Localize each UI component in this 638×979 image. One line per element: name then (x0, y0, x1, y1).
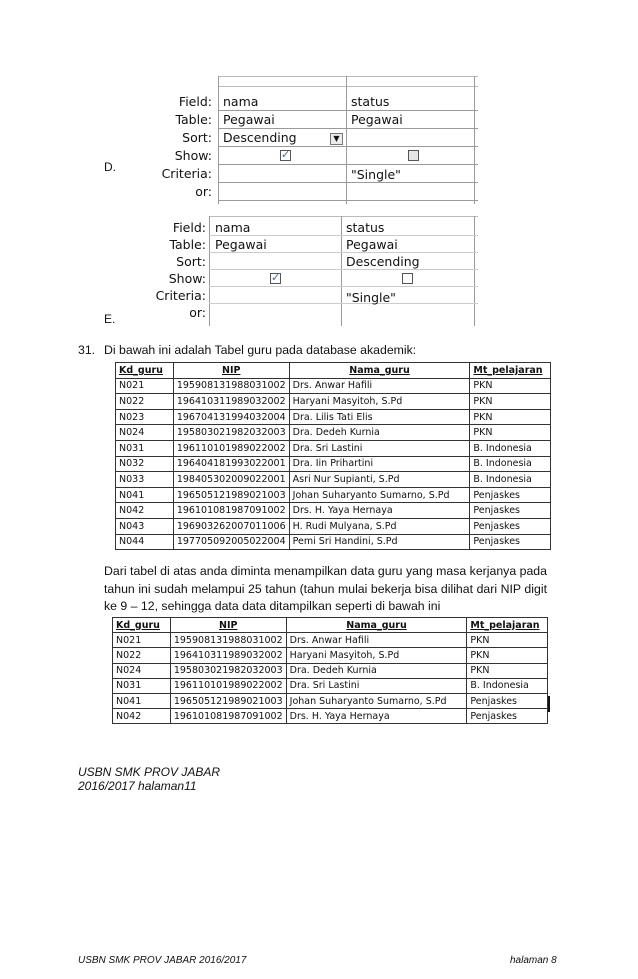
cell-kd-guru: N023 (116, 409, 174, 425)
col-header-kd-guru: Kd_guru (116, 363, 174, 379)
cell-nama-guru: Asri Nur Supianti, S.Pd (289, 472, 470, 488)
cell-nip: 196704131994032004 (173, 409, 289, 425)
label-sort: Sort: (182, 130, 212, 145)
cell-kd-guru: N021 (116, 378, 174, 394)
cell-nip: 196410311989032002 (170, 648, 286, 663)
label-criteria: Criteria: (161, 166, 212, 181)
d-col2-criteria[interactable]: "Single" (351, 167, 401, 182)
e-col1-show-checkbox[interactable] (270, 273, 281, 284)
cell-nip: 196505121989021003 (170, 693, 286, 708)
cell-mt-pelajaran: PKN (470, 409, 551, 425)
col-header-mt-pelajaran: Mt_pelajaran (467, 618, 548, 633)
cell-nip: 196903262007011006 (173, 518, 289, 534)
e-col1-table[interactable]: Pegawai (215, 237, 267, 252)
cell-nip: 195803021982032003 (173, 425, 289, 441)
cell-nama-guru: Johan Suharyanto Sumarno, S.Pd (289, 487, 470, 503)
table-row (116, 456, 551, 472)
cell-nama-guru: Drs. Anwar Hafili (289, 378, 470, 394)
cell-mt-pelajaran: PKN (470, 425, 551, 441)
cell-mt-pelajaran: B. Indonesia (470, 440, 551, 456)
col-header-nip: NIP (173, 363, 289, 379)
cell-nip: 196101081987091002 (170, 709, 286, 724)
table-row (116, 409, 551, 425)
cell-kd-guru: N043 (116, 518, 174, 534)
cell-kd-guru: N044 (116, 534, 174, 550)
cell-kd-guru: N041 (113, 693, 171, 708)
label-sort: Sort: (176, 254, 206, 269)
cell-kd-guru: N024 (116, 425, 174, 441)
query-grid-e (134, 216, 478, 326)
table-row (116, 440, 551, 456)
cell-nip: 196505121989021003 (173, 487, 289, 503)
cell-kd-guru: N024 (113, 663, 171, 678)
cell-mt-pelajaran: PKN (470, 378, 551, 394)
e-col2-show-checkbox[interactable] (402, 273, 413, 284)
label-criteria: Criteria: (155, 288, 206, 303)
cell-kd-guru: N033 (116, 472, 174, 488)
cell-kd-guru: N032 (116, 456, 174, 472)
table-row (113, 633, 548, 648)
label-field: Field: (172, 220, 206, 235)
col-header-kd-guru: Kd_guru (113, 618, 171, 633)
inner-footer-line2: 2016/2017 halaman11 (78, 779, 197, 793)
cell-mt-pelajaran: Penjaskes (467, 693, 548, 708)
d-col2-table[interactable]: Pegawai (351, 112, 403, 127)
cell-kd-guru: N042 (116, 503, 174, 519)
page-footer-right: halaman 8 (510, 955, 557, 966)
table-header-row (116, 363, 551, 379)
d-col2-field[interactable]: status (351, 94, 390, 109)
cell-mt-pelajaran: PKN (470, 394, 551, 410)
label-or: or: (195, 184, 212, 199)
d-col2-show-checkbox[interactable] (408, 150, 419, 161)
cell-nip: 198405302009022001 (173, 472, 289, 488)
table-row (113, 709, 548, 724)
col-header-mt-pelajaran: Mt_pelajaran (470, 363, 551, 379)
cell-mt-pelajaran: Penjaskes (467, 709, 548, 724)
cell-nip: 196110101989022002 (173, 440, 289, 456)
cell-nama-guru: Dra. Sri Lastini (289, 440, 470, 456)
query-grid-d (134, 76, 478, 204)
d-col1-sort[interactable]: Descending (223, 130, 297, 145)
cell-nama-guru: Haryani Masyitoh, S.Pd (289, 394, 470, 410)
d-col1-show-checkbox[interactable] (280, 150, 291, 161)
cell-nama-guru: Dra. Sri Lastini (286, 678, 467, 693)
cell-kd-guru: N041 (116, 487, 174, 503)
page-footer-left: USBN SMK PROV JABAR 2016/2017 (78, 955, 247, 966)
e-col1-field[interactable]: nama (215, 220, 251, 235)
cell-mt-pelajaran: Penjaskes (470, 487, 551, 503)
cell-nama-guru: Dra. Iin Prihartini (289, 456, 470, 472)
cell-nip: 196404181993022001 (173, 456, 289, 472)
label-show: Show: (168, 271, 206, 286)
cell-nama-guru: H. Rudi Mulyana, S.Pd (289, 518, 470, 534)
table-row (116, 534, 551, 550)
cell-mt-pelajaran: PKN (467, 648, 548, 663)
option-e-letter: E. (104, 312, 116, 326)
label-show: Show: (174, 148, 212, 163)
d-col1-table[interactable]: Pegawai (223, 112, 275, 127)
table-header-row (113, 618, 548, 633)
cell-mt-pelajaran: Penjaskes (470, 518, 551, 534)
cell-mt-pelajaran: B. Indonesia (470, 472, 551, 488)
text-cursor (548, 696, 550, 712)
d-col1-field[interactable]: nama (223, 94, 259, 109)
cell-nama-guru: Dra. Dedeh Kurnia (286, 663, 467, 678)
cell-nip: 196110101989022002 (170, 678, 286, 693)
question-text: Di bawah ini adalah Tabel guru pada database akademik: (104, 343, 417, 357)
cell-kd-guru: N031 (116, 440, 174, 456)
cell-nama-guru: Drs. Anwar Hafili (286, 633, 467, 648)
cell-kd-guru: N022 (116, 394, 174, 410)
table-row (113, 678, 548, 693)
e-col2-table[interactable]: Pegawai (346, 237, 398, 252)
cell-nama-guru: Pemi Sri Handini, S.Pd (289, 534, 470, 550)
cell-kd-guru: N021 (113, 633, 171, 648)
cell-mt-pelajaran: PKN (467, 663, 548, 678)
cell-nama-guru: Drs. H. Yaya Hernaya (286, 709, 467, 724)
cell-mt-pelajaran: Penjaskes (470, 503, 551, 519)
cell-nip: 195803021982032003 (170, 663, 286, 678)
table-row (116, 503, 551, 519)
cell-nama-guru: Drs. H. Yaya Hernaya (289, 503, 470, 519)
e-col2-sort[interactable]: Descending (346, 254, 420, 269)
chevron-down-icon[interactable]: ▼ (330, 133, 343, 145)
result-table (112, 617, 548, 724)
cell-nip: 195908131988031002 (173, 378, 289, 394)
col-header-nama-guru: Nama_guru (289, 363, 470, 379)
table-row (113, 693, 548, 708)
label-field: Field: (178, 94, 212, 109)
cell-mt-pelajaran: B. Indonesia (467, 678, 548, 693)
label-table: Table: (175, 112, 212, 127)
col-header-nip: NIP (170, 618, 286, 633)
cell-nip: 196101081987091002 (173, 503, 289, 519)
table-row (116, 518, 551, 534)
guru-table (115, 362, 551, 550)
cell-mt-pelajaran: B. Indonesia (470, 456, 551, 472)
table-row (116, 378, 551, 394)
question-number: 31. (78, 343, 96, 357)
cell-mt-pelajaran: Penjaskes (470, 534, 551, 550)
instruction-paragraph: Dari tabel di atas anda diminta menampilkan data guru yang masa kerjanya pada tahun ini sudah melampui 25 tahun (tahun mulai bekerja bisa dilihat dari NIP digit ke 9 – 12, sehingga data data ditampilkan seperti di bawah ini (104, 564, 547, 613)
option-d-letter: D. (104, 160, 116, 174)
table-row (116, 394, 551, 410)
e-col2-field[interactable]: status (346, 220, 385, 235)
cell-nama-guru: Dra. Dedeh Kurnia (289, 425, 470, 441)
table-row (113, 663, 548, 678)
cell-kd-guru: N042 (113, 709, 171, 724)
table-row (116, 487, 551, 503)
table-row (116, 425, 551, 441)
cell-nama-guru: Dra. Lilis Tati Elis (289, 409, 470, 425)
table-row (116, 472, 551, 488)
cell-nama-guru: Johan Suharyanto Sumarno, S.Pd (286, 693, 467, 708)
cell-kd-guru: N022 (113, 648, 171, 663)
cell-nip: 195908131988031002 (170, 633, 286, 648)
label-or: or: (189, 305, 206, 320)
inner-footer-line1: USBN SMK PROV JABAR (78, 765, 221, 779)
cell-nip: 197705092005022004 (173, 534, 289, 550)
label-table: Table: (169, 237, 206, 252)
e-col2-criteria[interactable]: "Single" (346, 290, 396, 305)
col-header-nama-guru: Nama_guru (286, 618, 467, 633)
cell-nama-guru: Haryani Masyitoh, S.Pd (286, 648, 467, 663)
table-row (113, 648, 548, 663)
cell-nip: 196410311989032002 (173, 394, 289, 410)
cell-kd-guru: N031 (113, 678, 171, 693)
cell-mt-pelajaran: PKN (467, 633, 548, 648)
